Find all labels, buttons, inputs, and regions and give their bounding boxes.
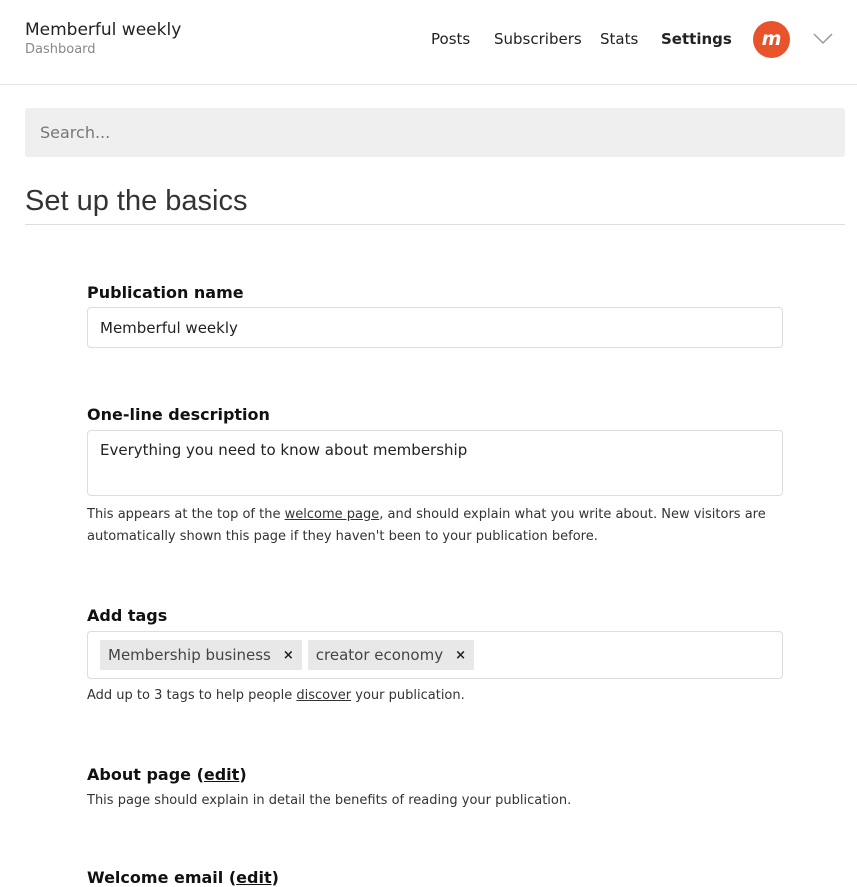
page-title: Set up the basics xyxy=(25,185,248,217)
publication-name-label: Publication name xyxy=(87,283,244,302)
tag-chip xyxy=(308,640,474,670)
nav-settings[interactable]: Settings xyxy=(661,30,732,48)
description-label: One-line description xyxy=(87,405,270,424)
avatar[interactable]: m xyxy=(753,21,790,58)
nav-stats[interactable]: Stats xyxy=(600,30,639,48)
tag-chip xyxy=(100,640,302,670)
dashboard-subtitle[interactable]: Dashboard xyxy=(25,42,96,57)
help-text: , and should explain what you write about. New visitors are automatically shown this page if they haven't been to your publication before. xyxy=(87,507,766,544)
publication-title[interactable]: Memberful weekly xyxy=(25,20,182,40)
tag-label: creator economy xyxy=(315,646,444,664)
welcome-email-label xyxy=(87,868,279,887)
help-text: This appears at the top of the xyxy=(87,507,285,522)
chevron-down-icon[interactable] xyxy=(813,32,833,46)
tags-label: Add tags xyxy=(87,606,168,625)
about-page-label xyxy=(87,765,247,784)
label-text: ) xyxy=(239,765,247,784)
about-edit-link[interactable]: edit xyxy=(203,765,240,784)
label-text: About page ( xyxy=(87,765,204,784)
discover-link[interactable]: discover xyxy=(296,688,352,703)
label-text: Welcome email ( xyxy=(87,868,237,887)
description-textarea[interactable] xyxy=(87,430,783,496)
about-help: This page should explain in detail the benefits of reading your publication. xyxy=(87,793,572,808)
nav-subscribers[interactable]: Subscribers xyxy=(494,30,582,48)
publication-name-input[interactable] xyxy=(87,307,783,348)
help-text: Add up to 3 tags to help people xyxy=(87,688,297,703)
search-input[interactable] xyxy=(25,108,845,157)
welcome-page-link[interactable]: welcome page xyxy=(284,507,380,522)
remove-tag-icon[interactable]: × xyxy=(282,647,294,663)
divider xyxy=(25,224,845,225)
remove-tag-icon[interactable]: × xyxy=(455,647,466,663)
top-header xyxy=(0,0,857,85)
description-help xyxy=(87,504,787,548)
label-text: ) xyxy=(271,868,279,887)
nav-posts[interactable]: Posts xyxy=(431,30,471,48)
tags-help xyxy=(87,685,787,707)
welcome-edit-link[interactable]: edit xyxy=(236,868,272,887)
help-text: your publication. xyxy=(351,688,465,703)
tag-label: Membership business xyxy=(108,646,271,664)
tags-input[interactable] xyxy=(87,631,783,679)
